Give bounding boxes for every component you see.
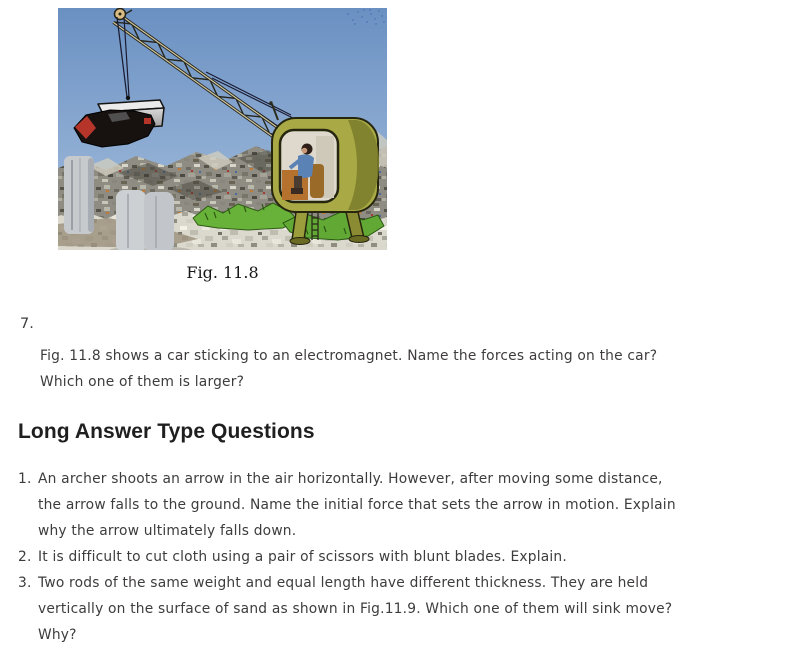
question-line: Two rods of the same weight and equal length have different thickness. They are held [38,575,649,591]
question-text [38,544,567,570]
question-number: 3. [18,575,32,591]
question-text [38,466,676,544]
question-number: 1. [18,471,32,487]
concrete-pillar-left [64,156,94,234]
question-number: 2. [18,549,32,565]
junkyard-crane-illustration [58,8,387,250]
list-item [18,570,676,648]
question-line: vertically on the surface of sand as shown in Fig.11.9. Which one of them will sink move? [38,601,673,617]
question-7-line-2: Which one of them is larger? [40,374,245,390]
question-7-line-1: Fig. 11.8 shows a car sticking to an electromagnet. Name the forces acting on the car? [40,348,658,364]
question-line: the arrow falls to the ground. Name the initial force that sets the arrow in motion. Explain [38,497,676,513]
question-line: It is difficult to cut cloth using a pair of scissors with blunt blades. Explain. [38,549,567,565]
long-answer-question-list [18,466,676,648]
section-heading: Long Answer Type Questions [18,420,315,443]
question-text [38,570,672,648]
question-line: why the arrow ultimately falls down. [38,523,297,539]
question-7-text [40,343,657,395]
question-7-number: 7. [20,316,34,332]
figure-11-8 [58,8,387,250]
question-line: An archer shoots an arrow in the air horizontally. However, after moving some distance, [38,471,663,487]
question-line: Why? [38,627,77,643]
concrete-block-center [116,190,174,250]
list-item [18,544,676,570]
list-item [18,466,676,544]
figure-caption: Fig. 11.8 [186,263,259,282]
